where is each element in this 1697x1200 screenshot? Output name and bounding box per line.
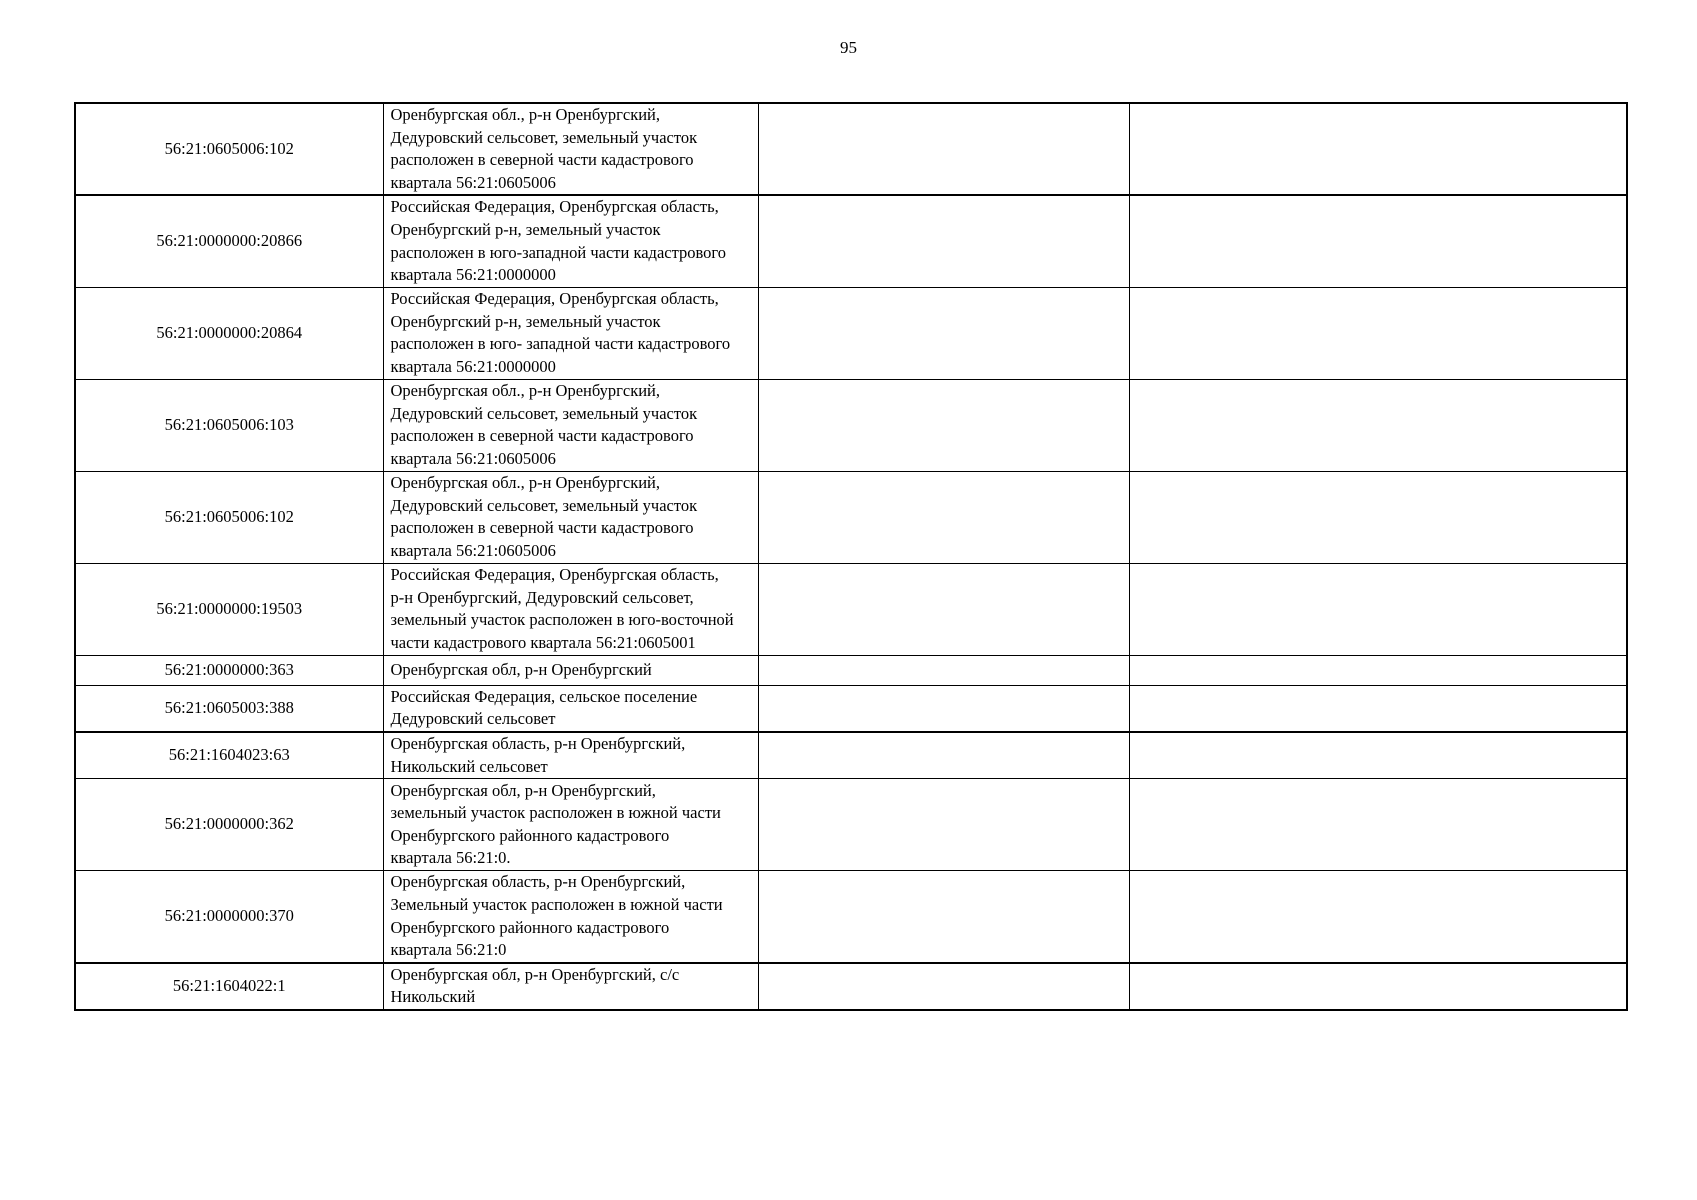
address-line: Дедуровский сельсовет, земельный участок: [390, 127, 698, 147]
cadastral-number-cell: 56:21:0000000:362: [75, 779, 383, 871]
address-line: квартала 56:21:0000000: [390, 265, 556, 285]
address-cell: [383, 287, 758, 379]
table-row: [75, 963, 1627, 1010]
empty-cell-col3: [758, 871, 1129, 963]
address-line: Оренбургская обл., р-н Оренбургский,: [390, 381, 661, 401]
address-line: Оренбургского районного кадастрового: [390, 917, 670, 937]
address-line: Российская Федерация, Оренбургская область,: [390, 197, 719, 217]
address-line: земельный участок расположен в юго-восточной: [390, 610, 734, 630]
empty-cell-col3: [758, 732, 1129, 779]
address-line: расположен в северной части кадастрового: [390, 150, 694, 170]
empty-cell-col3: [758, 563, 1129, 655]
table-row: [75, 779, 1627, 871]
address-cell: [383, 779, 758, 871]
address-line: квартала 56:21:0605006: [390, 540, 556, 560]
empty-cell-col4: [1129, 685, 1627, 732]
empty-cell-col3: [758, 103, 1129, 195]
address-line: Оренбургская обл., р-н Оренбургский,: [390, 473, 661, 493]
address-line: расположен в северной части кадастрового: [390, 518, 694, 538]
empty-cell-col4: [1129, 963, 1627, 1010]
address-line: Российская Федерация, Оренбургская область,: [390, 565, 719, 585]
empty-cell-col3: [758, 195, 1129, 287]
table-row: [75, 103, 1627, 195]
cadastral-number-cell: 56:21:0605006:103: [75, 379, 383, 471]
empty-cell-col4: [1129, 779, 1627, 871]
empty-cell-col4: [1129, 103, 1627, 195]
cadastral-number-cell: 56:21:0000000:20864: [75, 287, 383, 379]
address-line: Оренбургского районного кадастрового: [390, 825, 670, 845]
address-line: р-н Оренбургский, Дедуровский сельсовет,: [390, 587, 694, 607]
address-line: Российская Федерация, сельское поселение: [390, 686, 698, 706]
empty-cell-col4: [1129, 732, 1627, 779]
empty-cell-col4: [1129, 287, 1627, 379]
address-cell: [383, 655, 758, 685]
address-line: Оренбургский р-н, земельный участок: [390, 220, 661, 240]
table-row: [75, 471, 1627, 563]
address-line: Оренбургский р-н, земельный участок: [390, 311, 661, 331]
address-cell: [383, 871, 758, 963]
address-line: расположен в юго-западной части кадастрового: [390, 242, 727, 262]
empty-cell-col3: [758, 379, 1129, 471]
cadastral-number-cell: 56:21:0000000:19503: [75, 563, 383, 655]
address-line: Никольский: [390, 987, 476, 1007]
address-cell: [383, 685, 758, 732]
page-number: 95: [840, 38, 857, 57]
empty-cell-col4: [1129, 379, 1627, 471]
address-cell: [383, 963, 758, 1010]
empty-cell-col3: [758, 287, 1129, 379]
empty-cell-col3: [758, 779, 1129, 871]
address-line: Земельный участок расположен в южной части: [390, 894, 723, 914]
address-cell: [383, 103, 758, 195]
address-line: Никольский сельсовет: [390, 756, 548, 776]
empty-cell-col4: [1129, 655, 1627, 685]
address-line: Оренбургская обл, р-н Оренбургский,: [390, 780, 656, 800]
empty-cell-col4: [1129, 195, 1627, 287]
cadastral-number-cell: 56:21:0000000:370: [75, 871, 383, 963]
address-line: Оренбургская обл., р-н Оренбургский,: [390, 105, 661, 124]
cadastral-number-cell: 56:21:0605006:102: [75, 471, 383, 563]
address-line: земельный участок расположен в южной части: [390, 803, 721, 823]
address-cell: [383, 379, 758, 471]
address-line: Оренбургская область, р-н Оренбургский,: [390, 872, 686, 892]
address-line: расположен в юго- западной части кадастрового: [390, 334, 731, 354]
address-line: Оренбургская обл, р-н Оренбургский: [390, 660, 652, 680]
cadastral-table: [74, 102, 1628, 1011]
cadastral-number-cell: 56:21:1604022:1: [75, 963, 383, 1010]
table-body: [75, 103, 1627, 1010]
empty-cell-col3: [758, 963, 1129, 1010]
empty-cell-col4: [1129, 871, 1627, 963]
address-line: Оренбургская обл, р-н Оренбургский, с/с: [390, 964, 680, 984]
table-row: [75, 655, 1627, 685]
address-cell: [383, 563, 758, 655]
table-row: [75, 732, 1627, 779]
address-line: Российская Федерация, Оренбургская область,: [390, 289, 719, 309]
empty-cell-col3: [758, 655, 1129, 685]
cadastral-number-cell: 56:21:1604023:63: [75, 732, 383, 779]
table-row: [75, 195, 1627, 287]
address-line: квартала 56:21:0: [390, 940, 507, 960]
empty-cell-col4: [1129, 563, 1627, 655]
address-cell: [383, 732, 758, 779]
address-line: Дедуровский сельсовет, земельный участок: [390, 495, 698, 515]
cadastral-number-cell: 56:21:0605003:388: [75, 685, 383, 732]
address-line: Дедуровский сельсовет: [390, 709, 556, 729]
address-line: Дедуровский сельсовет, земельный участок: [390, 403, 698, 423]
address-line: квартала 56:21:0000000: [390, 356, 556, 376]
table-row: [75, 379, 1627, 471]
cadastral-number-cell: 56:21:0000000:20866: [75, 195, 383, 287]
address-line: расположен в северной части кадастрового: [390, 426, 694, 446]
empty-cell-col3: [758, 471, 1129, 563]
table-row: [75, 287, 1627, 379]
address-line: Оренбургская область, р-н Оренбургский,: [390, 734, 686, 754]
cadastral-number-cell: 56:21:0000000:363: [75, 655, 383, 685]
address-line: квартала 56:21:0605006: [390, 448, 556, 468]
table-row: [75, 871, 1627, 963]
cadastral-number-cell: 56:21:0605006:102: [75, 103, 383, 195]
empty-cell-col4: [1129, 471, 1627, 563]
address-line: квартала 56:21:0.: [390, 848, 511, 868]
address-cell: [383, 471, 758, 563]
table-row: [75, 685, 1627, 732]
address-cell: [383, 195, 758, 287]
empty-cell-col3: [758, 685, 1129, 732]
address-line: квартала 56:21:0605006: [390, 172, 556, 192]
address-line: части кадастрового квартала 56:21:0605001: [390, 632, 696, 652]
table-row: [75, 563, 1627, 655]
